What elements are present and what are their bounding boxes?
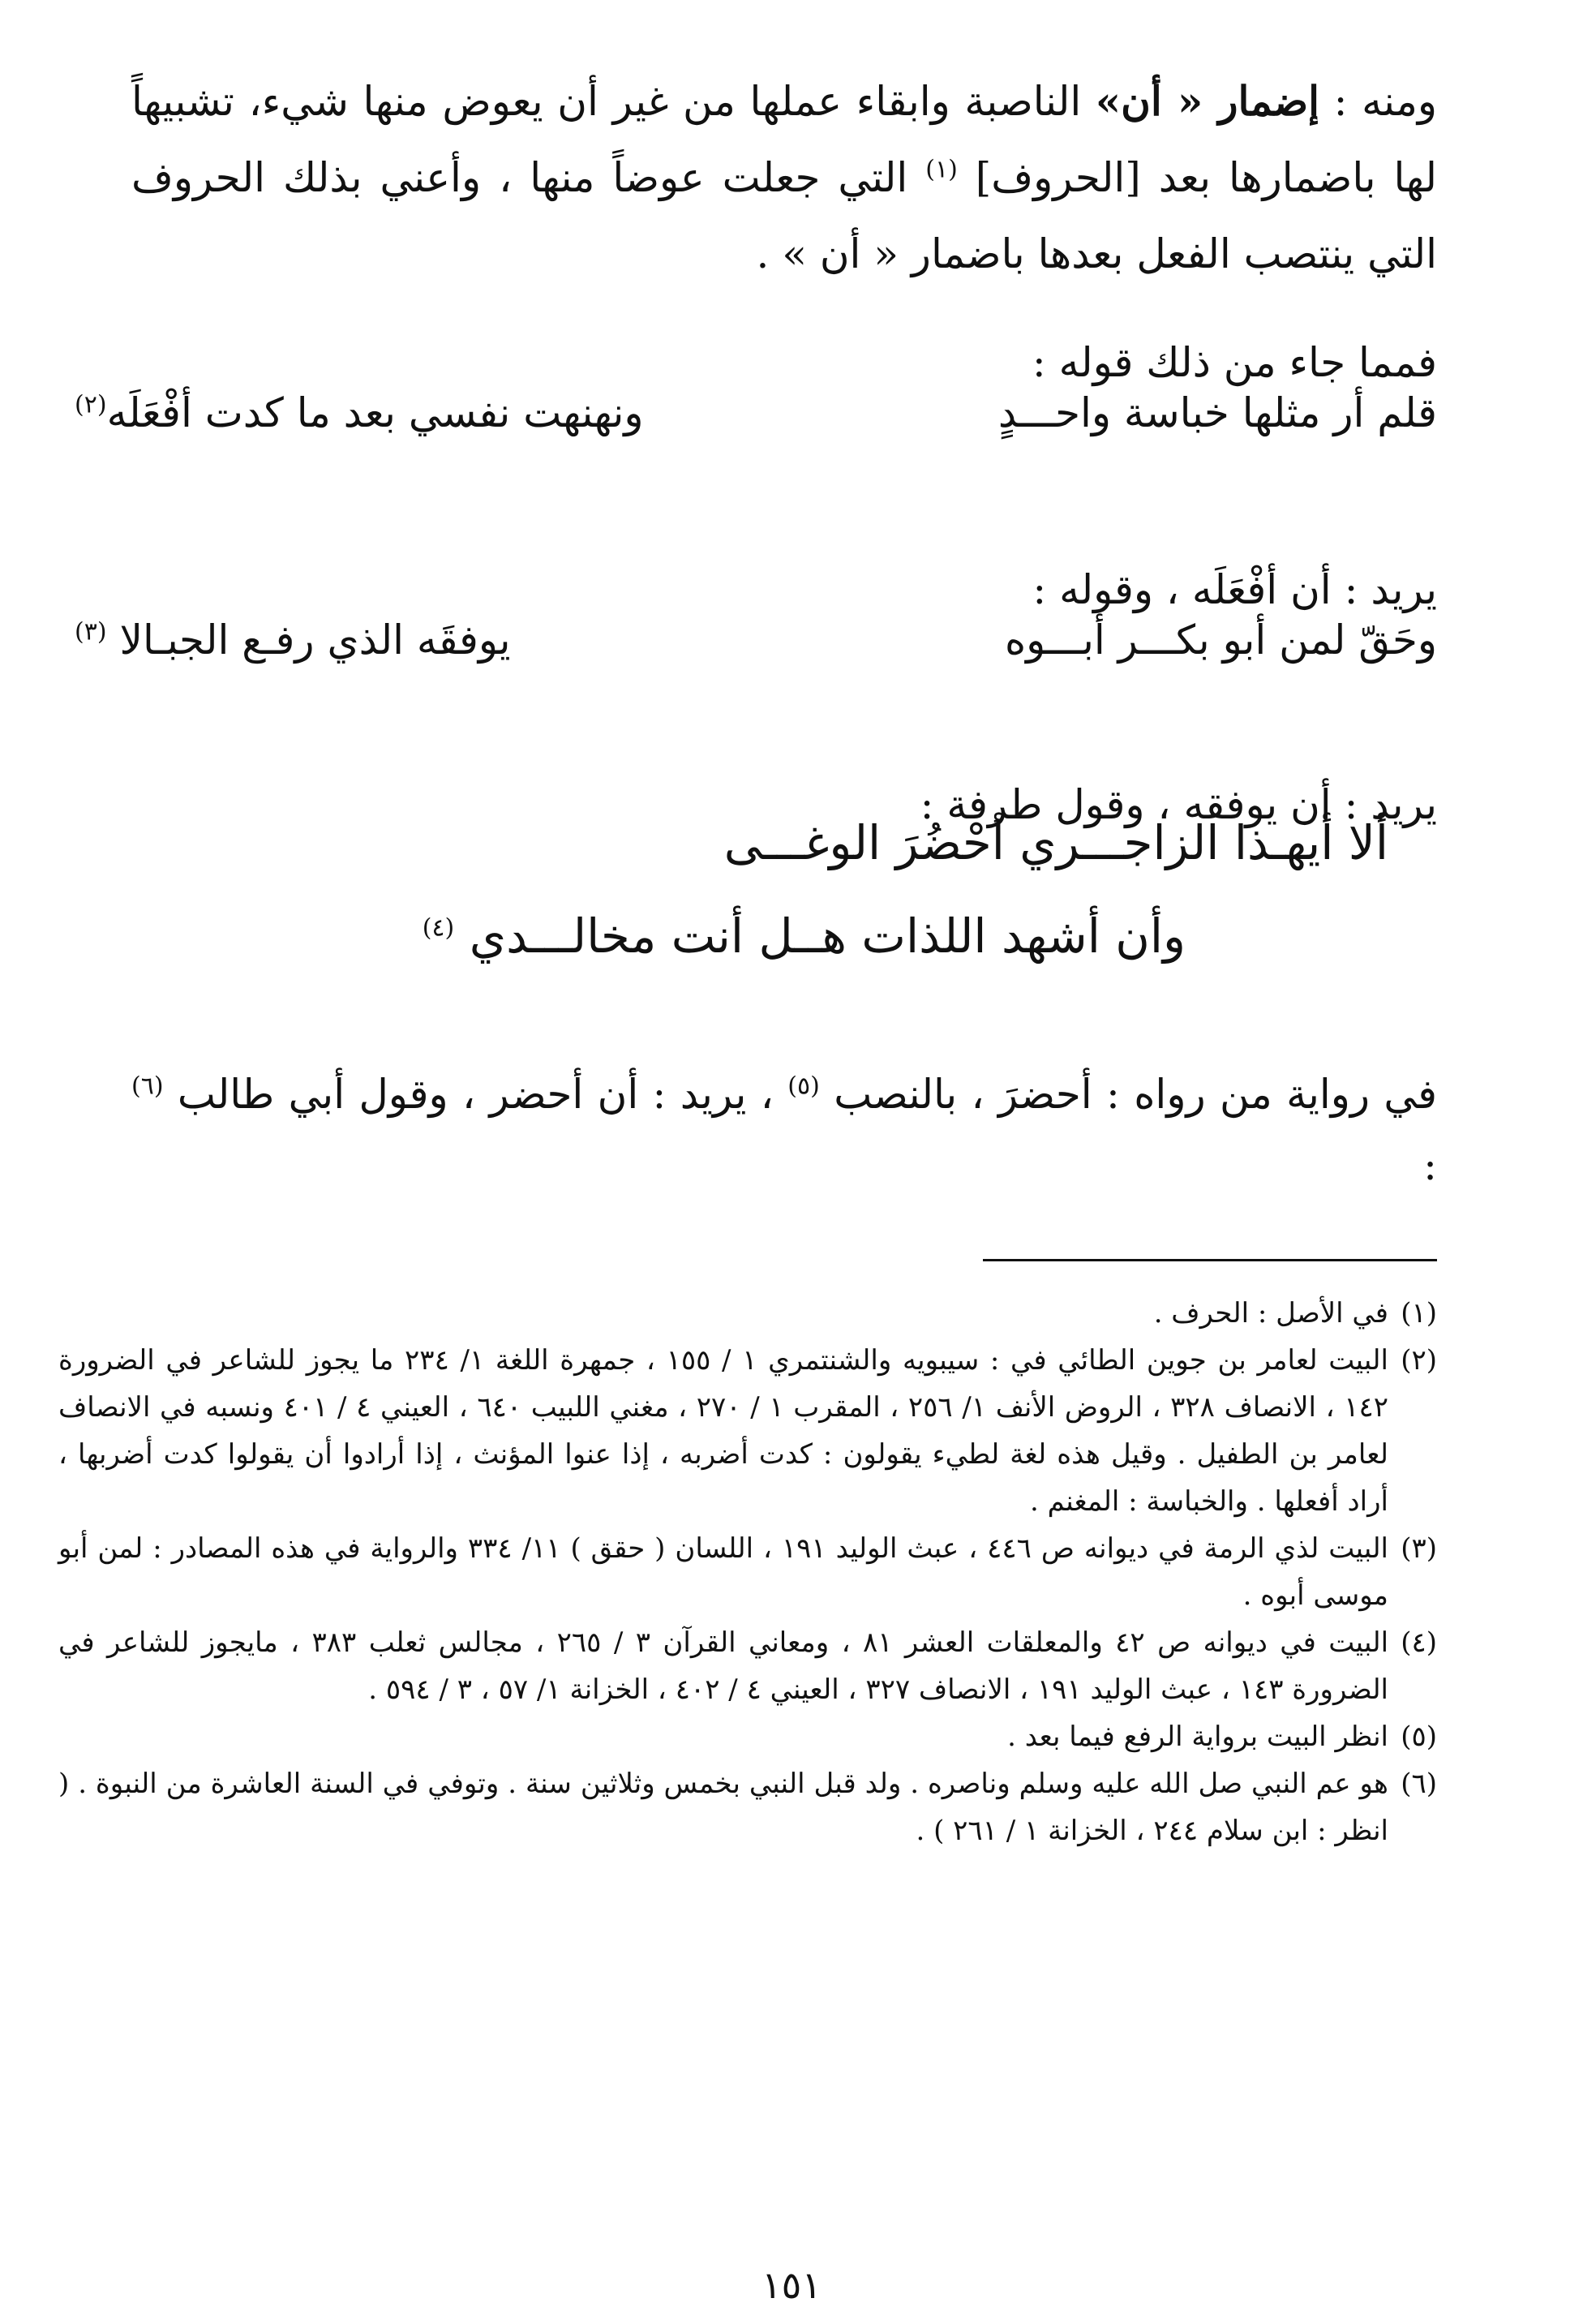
footnote [58,1619,1437,1713]
footnote-number: (١) [1401,1297,1437,1330]
footnote [58,1525,1437,1619]
paragraph-1-tail: التي جعلت عوضاً منها ، وأعني بذلك الحروف التي ينتصب الفعل بعدها باضمار « أن » . [131,154,1437,277]
footnote-text: البيت لذي الرمة في ديوانه ص ٤٤٦ ، عبث الوليد ١٩١ ، اللسان ( حقق ) ١١/ ٣٣٤ والرواية في هذه المصادر : لمن أبو موسى أبوه . [58,1532,1388,1612]
paragraph-5 [131,1059,1437,1201]
verse-2-second-hemistich [75,616,511,664]
verse-2-first-hemistich: وحَقّ لمن أبو بكـــر أبـــوه [1004,616,1437,664]
footnote-number: (٣) [1401,1532,1437,1565]
paragraph-5-c: : [1423,1142,1437,1189]
verse-2-second-text: يوفقَه الذي رفـع الجبـالا [119,616,511,664]
footnote [58,1337,1437,1525]
footnote-number: (٦) [1401,1768,1437,1800]
paragraph-5-b: ، يريد : أن أحضر ، وقول أبي طالب [177,1071,774,1118]
page-number: ١٥١ [761,2263,822,2307]
footnote-text: هو عم النبي صل الله عليه وسلم وناصره . ولد قبل النبي بخمس وثلاثين سنة . وتوفي في السنة العاشرة من النبوة . ( انظر : ابن سلام ٢٤٤ ، الخزانة ١ / ٢٦١ ) . [58,1768,1388,1847]
footnote-divider [983,1259,1437,1261]
footnotes [58,1290,1437,1854]
paragraph-1-lead: ومنه : [1333,78,1437,125]
footnote-ref-2: (٢) [75,390,107,419]
verse-1-second-hemistich [75,389,644,436]
footnote-ref-5: (٥) [787,1072,820,1101]
footnote-ref-3: (٣) [75,617,107,647]
paragraph-1-term: إضمار « أن» [1095,77,1319,125]
footnote-text: البيت في ديوانه ص ٤٢ والمعلقات العشر ٨١ ، ومعاني القرآن ٣ / ٢٦٥ ، مجالس ثعلب ٣٨٣ ، مايجوز للشاعر في الضرورة ١٤٣ ، عبث الوليد ١٩١ ، الانصاف ٣٢٧ ، العيني ٤ / ٤٠٢ ، الخزانة ١/ ٥٧ ، ٣ / ٥٩٤ . [58,1626,1389,1706]
footnote-number: (٥) [1401,1720,1437,1753]
paragraph-1 [131,63,1437,292]
footnote-text: في الأصل : الحرف . [1153,1297,1388,1330]
footnote-ref-1: (١) [925,155,958,184]
verse-1 [75,389,1437,462]
verse-3-first-hemistich: ألا أيهـذا الزاجـــري أحْضُرَ الوغـــى [723,815,1388,870]
verse-3-second-hemistich [423,909,1186,964]
footnote-text: البيت لعامر بن جوين الطائي في : سيبويه والشنتمري ١ / ١٥٥ ، جمهرة اللغة ١/ ٢٣٤ ما يجوز للشاعر في الضرورة ١٤٢ ، الانصاف ٣٢٨ ، الروض الأنف ١/ ٢٥٦ ، المقرب ١ / ٢٧٠ ، مغني اللبيب ٦٤٠ ، العيني ٤ / ٤٠١ ونسبه في الانصاف لعامر بن الطفيل . وقيل هذه لغة لطيء يقولون : كدت أضربه ، إذا عنوا المؤنث ، إذا أرادوا أن يقولوا كدت أضربها ، أراد أفعلها . والخباسة : المغنم . [58,1344,1389,1518]
paragraph-4: يريد : أن يوفقه ، وقول طرفة : [920,781,1437,828]
paragraph-1-text: الناصبة وابقاء عملها من غير أن يعوض منها شيء، تشبيهاً لها باضمارها بعد [الحروف] [131,78,1437,201]
footnote-text: انظر البيت برواية الرفع فيما بعد . [1007,1720,1388,1753]
footnote-number: (٤) [1401,1626,1437,1659]
footnote [58,1713,1437,1760]
paragraph-5-a: في رواية من رواه : أحضرَ ، بالنصب [834,1071,1437,1118]
footnote [58,1760,1437,1854]
paragraph-2: فمما جاء من ذلك قوله : [1032,339,1437,386]
verse-3-second-text: وأن أشهد اللذات هــل أنت مخالـــدي [469,909,1186,964]
footnote [58,1290,1437,1337]
footnote-number: (٢) [1401,1344,1437,1377]
verse-2 [75,616,1437,689]
verse-1-second-text: ونهنهت نفسي بعد ما كدت أفْعَلَه [106,389,644,436]
verse-1-first-hemistich: قلم أر مثلها خباسة واحـــدٍ [997,389,1437,436]
paragraph-3: يريد : أن أفْعَلَه ، وقوله : [1032,566,1437,613]
footnote-ref-6: (٦) [131,1072,164,1101]
footnote-ref-4: (٤) [422,913,455,943]
